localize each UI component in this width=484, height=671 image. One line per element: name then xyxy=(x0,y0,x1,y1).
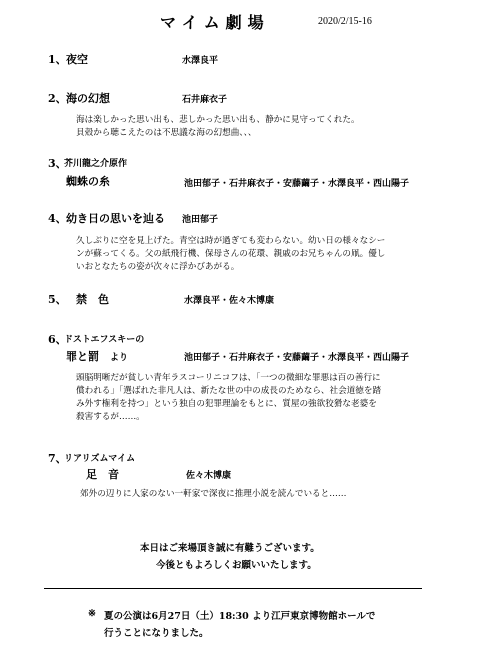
description-line: 頭脳明晰だが貧しい青年ラスコーリニコフは、「一つの微細な罪悪は百の善行に xyxy=(76,373,381,383)
notice-line-2: 行うことになりました。 xyxy=(104,628,209,639)
item-4-cast: 池田郁子 xyxy=(182,215,219,225)
item-4-description xyxy=(76,235,385,274)
description-line: 海は楽しかった思い出も、悲しかった思い出も、静かに見守ってくれた。 xyxy=(76,115,360,125)
asterisk-icon: ※ xyxy=(88,608,96,619)
item-2-cast: 石井麻衣子 xyxy=(182,95,228,105)
item-3-title: 蜘蛛の糸 xyxy=(66,175,110,188)
description-line: ンが蘇ってくる。父の紙飛行機、保母さんの花環、親戚のお兄ちゃんの凧。優し xyxy=(76,249,386,259)
item-2-number: 2、 xyxy=(48,92,67,105)
closing-line-1: 本日はご来場頂き誠に有難うございます。 xyxy=(140,543,320,554)
item-7-cast: 佐々木博康 xyxy=(186,471,232,481)
event-date: 2020/2/15-16 xyxy=(318,16,372,27)
item-6-title: 罪と罰 xyxy=(66,350,99,363)
item-5-cast: 水澤良平・佐々木博康 xyxy=(184,296,275,306)
item-3-number: 3、 xyxy=(48,157,67,170)
description-line: 郊外の辺りに人家のない一軒家で深夜に推理小説を読んでいると…… xyxy=(80,489,347,499)
description-line: 殺害するが……。 xyxy=(76,412,145,422)
description-line: 償われる」「選ばれた非凡人は、新たな世の中の成長のためなら、社会道徳を踏 xyxy=(76,386,382,396)
item-5-number: 5、 xyxy=(48,293,67,306)
description-line: いおとなたちの姿が次々に浮かびあがる。 xyxy=(76,262,240,272)
item-4-number: 4、 xyxy=(48,212,67,225)
item-7-note: リアリズムマイム xyxy=(64,454,136,464)
description-line: 貝殻から聴こえたのは不思議な海の幻想曲、、、 xyxy=(76,128,257,138)
item-7-description xyxy=(80,488,346,501)
item-2-description xyxy=(76,114,360,140)
description-line: み外す権利を持つ」という独自の犯罪理論をもとに、質屋の強欲狡猾な老婆を xyxy=(76,399,377,409)
item-6-number: 6、 xyxy=(48,333,67,346)
item-1-number: 1、 xyxy=(48,53,67,66)
item-2-title: 海の幻想 xyxy=(66,92,110,105)
item-6-description xyxy=(76,372,381,424)
item-7-number: 7、 xyxy=(48,452,67,465)
closing-line-2: 今後ともよろしくお願いいたします。 xyxy=(156,560,317,571)
item-3-note: 芥川龍之介原作 xyxy=(64,159,128,169)
item-6-note: ドストエフスキーの xyxy=(64,335,145,345)
item-7-title: 足 音 xyxy=(86,468,119,481)
item-6-cast: 池田郁子・石井麻衣子・安藤繭子・水澤良平・西山陽子 xyxy=(184,353,410,363)
divider xyxy=(44,588,422,589)
notice-line-1: 夏の公演は6月27日（土）18:30 より江戸東京博物館ホールで xyxy=(104,611,376,622)
item-3-cast: 池田郁子・石井麻衣子・安藤繭子・水澤良平・西山陽子 xyxy=(184,179,410,189)
item-6-title-suffix: より xyxy=(110,353,129,363)
page-title: マイム劇場 xyxy=(160,13,270,32)
item-4-title: 幼き日の思いを辿る xyxy=(66,212,165,225)
item-1-title: 夜空 xyxy=(66,53,88,66)
item-1-cast: 水澤良平 xyxy=(182,56,219,66)
item-5-title: 禁 色 xyxy=(76,293,109,306)
description-line: 久しぶりに空を見上げた。青空は時が過ぎても変わらない。幼い日の様々なシー xyxy=(76,236,386,246)
